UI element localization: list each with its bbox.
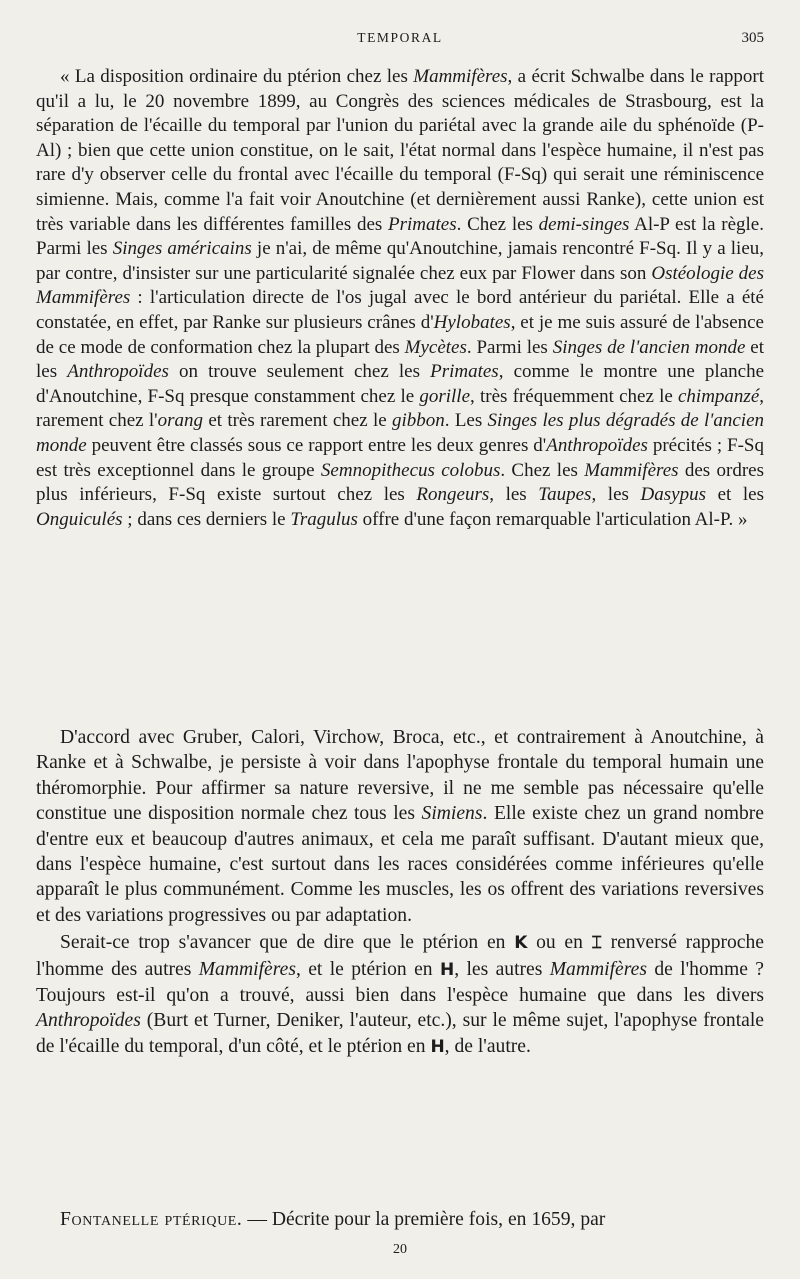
text: , rarement chez l' (36, 385, 765, 432)
italic-term: Mammifères (198, 958, 296, 980)
section-start (36, 1207, 764, 1232)
italic-term: Ostéologie des Mammifères (36, 262, 764, 309)
pterion-h-glyph: H (430, 1036, 445, 1057)
text: (Burt et Turner, Deniker, l'auteur, etc.), sur le même sujet, l'apophyse frontale de l'écaille du temporal, d'un côté, et le ptérion en (36, 1010, 764, 1057)
text: . Chez les (456, 213, 539, 235)
italic-term: gorille (419, 385, 471, 407)
italic-term: Onguiculés (36, 508, 123, 530)
text: précités ; F-Sq est très exceptionnel dans le groupe (36, 434, 764, 481)
pterion-i-glyph: ⌶ (591, 933, 602, 954)
italic-term: chimpanzé (678, 385, 760, 407)
italic-term: Rongeurs (416, 484, 490, 506)
text: , les (489, 484, 539, 506)
paragraph-pterion (36, 930, 764, 1060)
italic-term: Mammifères (413, 66, 508, 87)
paragraph-theromorphie (36, 725, 764, 928)
italic-term: Dasypus (640, 484, 706, 506)
text: , très fréquemment chez le (470, 385, 678, 407)
text: et les (705, 484, 764, 506)
italic-term: Simiens (421, 803, 483, 825)
italic-term: Anthropoïdes (67, 361, 169, 383)
italic-term: orang (157, 410, 204, 432)
signature-mark: 20 (393, 1242, 407, 1257)
text: de l'homme ? Toujours est-il qu'on a trouvé, aussi bien dans l'espèce humaine que dans les divers (36, 958, 764, 1007)
italic-term: gibbon (391, 410, 445, 432)
text: on trouve seulement chez les (168, 361, 431, 383)
text: je n'ai, de même qu'Anoutchine, jamais rencontré F-Sq. Il y a lieu, par contre, d'insister sur une particularité signalée chez eux par Flower dans son (36, 238, 765, 284)
pterion-k-glyph: K (514, 933, 528, 954)
italic-term: Tragulus (290, 508, 358, 530)
text: , comme le montre une planche d'Anoutchine, F-Sq presque constamment chez le (36, 361, 764, 407)
italic-term: Singes les plus dégradés de l'ancien monde (36, 410, 764, 456)
italic-term: Anthropoïdes (546, 434, 648, 456)
italic-term: Mammifères (584, 459, 679, 481)
page-number: 305 (741, 30, 764, 46)
text: offre d'une façon remarquable l'articulation Al-P. » (357, 508, 748, 530)
text: , les autres (454, 958, 550, 980)
text: Serait-ce trop s'avancer que de dire que le ptérion en (60, 932, 515, 954)
italic-term: Mycètes (404, 336, 467, 358)
italic-term: Taupes (538, 484, 592, 506)
text: , et je me suis assuré de l'absence de ce mode de conformation chez la plupart des (36, 311, 764, 358)
italic-term: Primates (388, 213, 457, 235)
text: « La disposition ordinaire du ptérion chez les (60, 66, 414, 87)
text: ; dans ces derniers le (122, 508, 291, 530)
text: ou en (527, 932, 592, 954)
text: peuvent être classés sous ce rapport entre les deux genres d' (86, 434, 547, 456)
running-header (36, 30, 764, 54)
italic-term: Semnopithecus colobus (320, 459, 501, 481)
text: , a écrit Schwalbe dans le rapport qu'il a lu, le 20 novembre 1899, au Congrès des sciences médicales de Strasbourg, est la séparation de l'écaille du temporal par l'union du pariétal avec la grande aile du sphénoïde (P-Al) ; bien que cette union constitue, on le sait, l'état normal dans l'espèce humaine, il n'est pas rare d'y observer celle du frontal avec l'écaille du temporal (F-Sq) qui serait une réminiscence simienne. Mais, comme l'a fait voir Anoutchine (et dernièrement aussi Ranke), cette union est très variable dans les différentes familles des (36, 66, 764, 235)
text: : l'articulation directe de l'os jugal avec le bord antérieur du pariétal. Elle a été constatée, en effet, par Ranke sur plusieurs crânes d' (36, 287, 764, 333)
italic-term: demi-singes (538, 213, 630, 235)
text: des ordres plus inférieurs, F-Sq existe surtout chez les (36, 459, 765, 506)
running-title: TEMPORAL (357, 30, 443, 45)
pterion-h-glyph: H (439, 959, 455, 980)
italic-term: Anthropoïdes (36, 1010, 141, 1032)
text: . Chez les (500, 459, 585, 481)
text: , de l'autre. (444, 1035, 531, 1057)
text: et très rarement chez le (203, 410, 392, 432)
italic-term: Mammifères (549, 958, 647, 980)
text: et les (36, 336, 765, 383)
section-heading: Fontanelle ptérique. (60, 1209, 243, 1230)
body-text (36, 725, 764, 1060)
text: , et le ptérion en (295, 958, 440, 980)
italic-term: Singes de l'ancien monde (552, 336, 746, 358)
quotation-paragraph (36, 65, 764, 532)
text: , les (591, 484, 641, 506)
text: D'accord avec Gruber, Calori, Virchow, Broca, etc., et contrairement à Anoutchine, à Ranke et à Schwalbe, je persiste à voir dans l'apophyse frontale du temporal humain une théromorphie. Pour affirmer sa nature reversive, il ne me semble pas nécessaire qu'elle constitue une disposition normale chez tous les (36, 727, 764, 825)
italic-term: Primates (430, 361, 499, 383)
italic-term: Hylobates (433, 311, 511, 333)
text: . Elle existe chez un grand nombre d'entre eux et beaucoup d'autres animaux, et cela me paraît suffisant. D'autant mieux que, dans l'espèce humaine, c'est surtout dans les races considérées comme inférieures qu'elle apparaît le plus communément. Comme les muscles, les os offrent des variations reversives et des variations progressives ou par adaptation. (36, 803, 764, 926)
text: . Parmi les (466, 336, 553, 358)
text: renversé rapproche l'homme des autres (36, 932, 764, 980)
text: . Les (444, 410, 488, 432)
italic-term: Singes américains (112, 238, 252, 260)
text: — Décrite pour la première fois, en 1659, par (242, 1209, 606, 1230)
text: Al-P est la règle. Parmi les (36, 213, 764, 260)
